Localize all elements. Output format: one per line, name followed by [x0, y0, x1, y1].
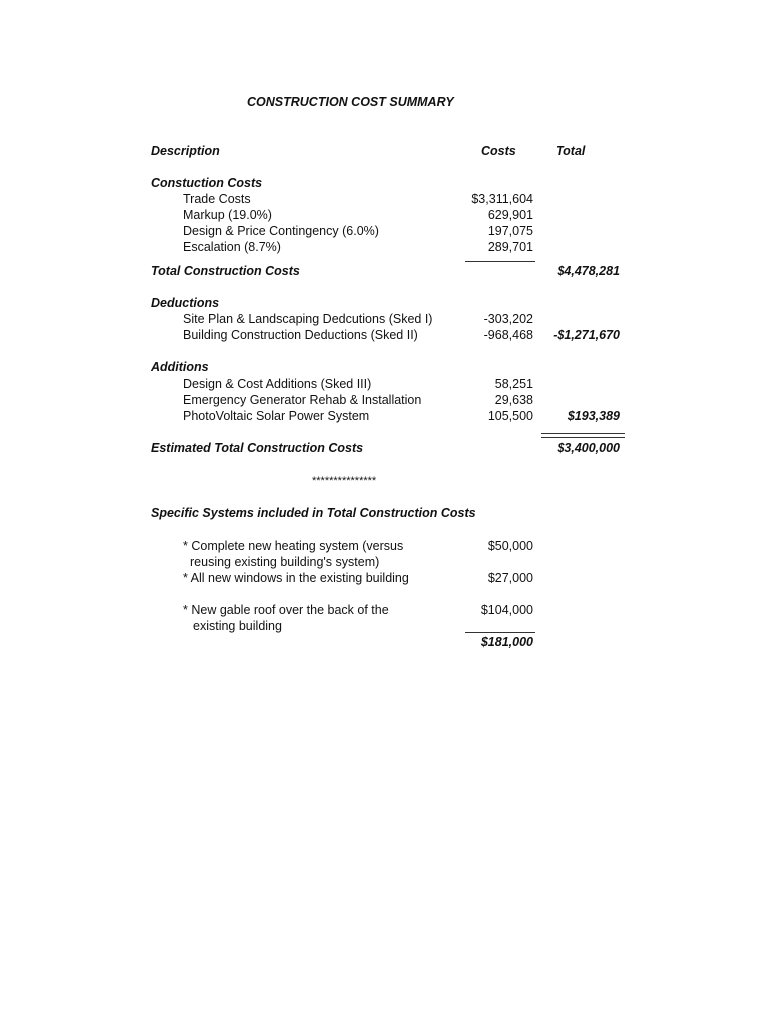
- line-item-cost: 289,701: [487, 240, 533, 254]
- estimated-total-value: $3,400,000: [557, 441, 620, 455]
- line-item-cost: 105,500: [487, 409, 533, 423]
- total-construction-label: Total Construction Costs: [151, 264, 300, 278]
- grand-total-rule-bottom: [541, 437, 625, 438]
- line-item-label: Trade Costs: [183, 192, 251, 206]
- subtotal-rule: [465, 261, 535, 262]
- line-item-cost: 197,075: [487, 224, 533, 238]
- deductions-total: -$1,271,670: [553, 328, 620, 342]
- systems-heading: Specific Systems included in Total Construction Costs: [151, 506, 476, 520]
- line-item-label: Building Construction Deductions (Sked II): [183, 328, 418, 342]
- line-item-label: Design & Cost Additions (Sked III): [183, 377, 372, 391]
- line-item-cost: 29,638: [494, 393, 533, 407]
- line-item-label: Escalation (8.7%): [183, 240, 281, 254]
- estimated-total-label: Estimated Total Construction Costs: [151, 441, 364, 455]
- system-item-cost: $27,000: [487, 571, 533, 585]
- line-item-label: Emergency Generator Rehab & Installation: [183, 393, 422, 407]
- line-item-label: Design & Price Contingency (6.0%): [183, 224, 379, 238]
- deductions-heading: Deductions: [151, 296, 220, 310]
- system-item-cost: $50,000: [487, 539, 533, 553]
- page-title: CONSTRUCTION COST SUMMARY: [247, 95, 454, 109]
- total-header: Total: [556, 144, 586, 158]
- grand-total-rule-top: [541, 433, 625, 434]
- total-construction-value: $4,478,281: [557, 264, 620, 278]
- system-item-line2: existing building: [193, 619, 282, 633]
- additions-total: $193,389: [567, 409, 620, 423]
- system-item-line1: * New gable roof over the back of the: [183, 603, 389, 617]
- system-item-cost: $104,000: [480, 603, 533, 617]
- costs-header: Costs: [481, 144, 516, 158]
- line-item-cost: 58,251: [494, 377, 533, 391]
- line-item-cost: -303,202: [483, 312, 533, 326]
- line-item-cost: $3,311,604: [471, 192, 533, 206]
- line-item-cost: 629,901: [487, 208, 533, 222]
- system-item-line2: reusing existing building's system): [190, 555, 380, 569]
- systems-total: $181,000: [480, 635, 533, 649]
- separator: ***************: [312, 475, 377, 487]
- line-item-label: PhotoVoltaic Solar Power System: [183, 409, 370, 423]
- line-item-cost: -968,468: [483, 328, 533, 342]
- systems-total-rule: [465, 632, 535, 633]
- additions-heading: Additions: [151, 360, 209, 374]
- system-item-line1: * All new windows in the existing building: [183, 571, 409, 585]
- line-item-label: Markup (19.0%): [183, 208, 272, 222]
- system-item-line1: * Complete new heating system (versus: [183, 539, 404, 553]
- description-header: Description: [151, 144, 220, 158]
- construction-heading: Constuction Costs: [151, 176, 263, 190]
- line-item-label: Site Plan & Landscaping Dedcutions (Sked I): [183, 312, 433, 326]
